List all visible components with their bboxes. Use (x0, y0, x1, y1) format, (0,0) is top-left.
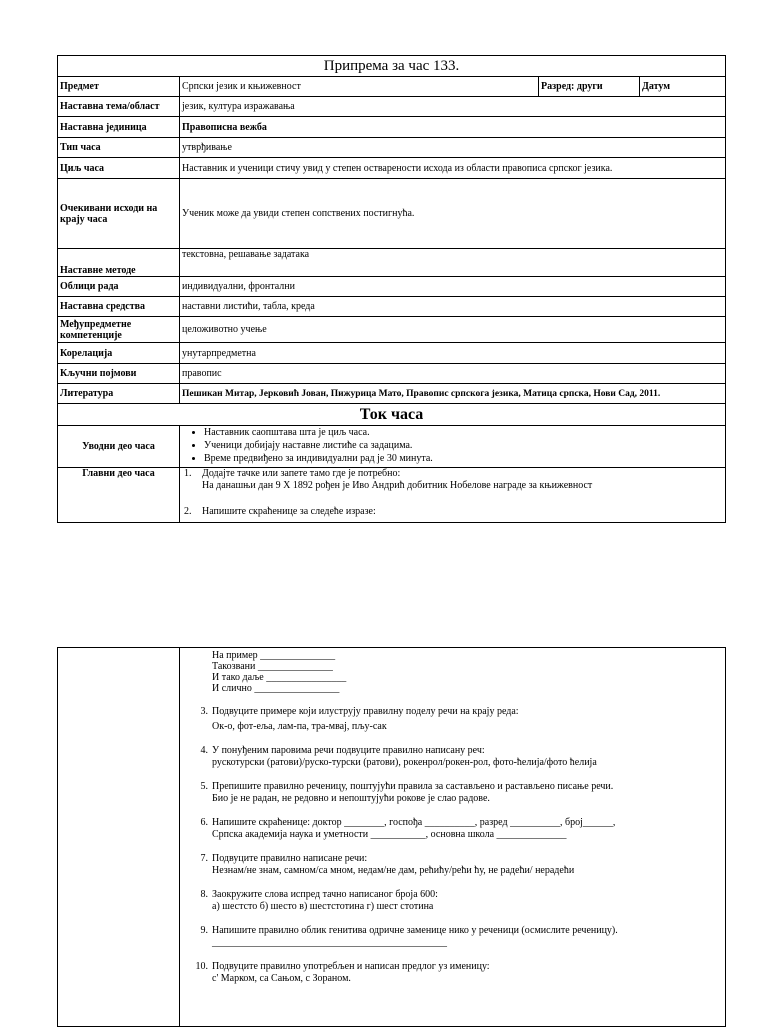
intro-item: • Време предвиђено за индивидуални рад је 30 минута. (204, 452, 723, 465)
row-value-competences: целоживотно учење (180, 317, 726, 343)
row-value-forms: индивидуални, фронтални (180, 277, 726, 297)
row-value-methods: текстовна, решавање задатака (180, 249, 726, 277)
question-answer: Ок-о, фот-еља, лам-па, тра-мвај, пљу-сак (212, 721, 387, 732)
row-label-forms: Облици рада (58, 277, 180, 297)
question-7 (186, 853, 721, 877)
question-8 (186, 889, 721, 913)
blank-line: Такозвани _______________ (212, 661, 333, 672)
question-number: 6. (200, 817, 208, 828)
row-label-outcomes: Очекивани исходи на крају часа (58, 179, 180, 249)
row-label-competences: Међупредметне компетенције (58, 317, 180, 343)
task-number: 1. (184, 468, 192, 479)
task-text: Додајте тачке или запете тамо где је потребно: (202, 468, 401, 479)
task-number: 2. (184, 506, 192, 517)
question-text: Напишите скраћенице: доктор ________, госпођа __________, разред __________, број______, (212, 817, 616, 828)
question-number: 7. (200, 853, 208, 864)
continuation-label-cell (58, 648, 180, 1027)
row-label-correlation: Корелација (58, 343, 180, 364)
question-3 (186, 706, 721, 733)
row-label-resources: Наставна средства (58, 297, 180, 317)
question-4 (186, 745, 721, 769)
question-number: 10. (195, 961, 208, 972)
question-text: Препишите правилно реченицу, поштујући правила за састављено и растављено писање речи. (212, 781, 614, 792)
date-label: Датум (640, 77, 726, 97)
task-text: Напишите скраћенице за следеће изразе: (202, 506, 376, 517)
row-label-methods: Наставне методе (58, 249, 180, 277)
row-value-outcomes: Ученик може да увиди степен сопствених постигнућа. (180, 179, 726, 249)
row-value-literature: Пешикан Митар, Јерковић Јован, Пижурица Мато, Правопис српскога језика, Матица српска, Нови Сад, 2011. (180, 384, 726, 404)
row-value-subject: Српски језик и књижевност (180, 77, 539, 97)
task-item (182, 506, 723, 518)
lesson-plan-continuation-table (57, 647, 726, 1027)
task-item (182, 468, 723, 492)
question-number: 4. (200, 745, 208, 756)
question-number: 3. (200, 706, 208, 717)
question-answer: _______________________________________________ (212, 937, 447, 948)
row-label-goal: Циљ часа (58, 158, 180, 179)
task-sub: На данашњи дан 9 X 1892 рођен је Иво Андрић добитник Нобелове награде за књижевност (202, 480, 593, 491)
continuation-content (180, 648, 726, 1027)
question-answer: Српска академија наука и уметности ___________, основна школа ______________ (212, 829, 567, 840)
question-text: Подвуците правилно употребљен и написан предлог уз именицу: (212, 961, 490, 972)
lesson-title: Припрема за час 133. (58, 56, 726, 77)
question-text: У понуђеним паровима речи подвуците правилно написану реч: (212, 745, 485, 756)
question-answer: Незнам/не знам, самном/са мном, недам/не дам, рећићу/рећи ћу, не радећи/ нерадећи (212, 865, 575, 876)
intro-item: • Ученици добијају наставне листиће са задацима. (204, 439, 723, 452)
blank-line: И слично _________________ (212, 683, 340, 694)
question-9 (186, 925, 721, 949)
section-title: Ток часа (58, 404, 726, 426)
intro-item: • Наставник саопштава шта је циљ часа. (204, 426, 723, 439)
question-text: Заокружите слова испред тачно написаног броја 600: (212, 889, 438, 900)
row-label-subject: Предмет (58, 77, 180, 97)
row-label-type: Тип часа (58, 138, 180, 158)
question-number: 8. (200, 889, 208, 900)
main-label: Главни део часа (58, 468, 180, 523)
blank-line: И тако даље ________________ (212, 672, 347, 683)
row-value-goal: Наставник и ученици стичу увид у степен остварености исхода из области правописа српског језика. (180, 158, 726, 179)
question-5 (186, 781, 721, 805)
intro-label: Уводни део часа (58, 426, 180, 468)
row-value-topic: језик, култура изражавања (180, 97, 726, 117)
question-text: Подвуците примере који илуструју правилну поделу речи на крају реда: (212, 706, 519, 717)
row-value-resources: наставни листићи, табла, креда (180, 297, 726, 317)
row-value-type: утврђивање (180, 138, 726, 158)
question-text: Подвуците правилно написане речи: (212, 853, 368, 864)
question-number: 9. (200, 925, 208, 936)
question-number: 5. (200, 781, 208, 792)
main-content (180, 468, 726, 523)
question-answer: а) шестсто б) шесто в) шестстотина г) шест стотина (212, 901, 434, 912)
question-answer: рускотурски (ратови)/руско-турски (ратови), рокенрол/рокен-рол, фото-ћелија/фото ћелија (212, 757, 597, 768)
lesson-plan-table (57, 55, 726, 523)
blank-line: На пример _______________ (212, 650, 336, 661)
intro-content (180, 426, 726, 468)
question-answer: с' Марком, са Сањом, с Зораном. (212, 973, 351, 984)
question-10 (186, 961, 721, 985)
row-label-key-terms: Кључни појмови (58, 364, 180, 384)
row-value-key-terms: правопис (180, 364, 726, 384)
row-label-topic: Наставна тема/област (58, 97, 180, 117)
grade-label: Разред: други (539, 77, 640, 97)
question-6 (186, 817, 721, 841)
row-label-literature: Литература (58, 384, 180, 404)
row-label-unit: Наставна јединица (58, 117, 180, 138)
row-value-correlation: унутарпредметна (180, 343, 726, 364)
question-answer: Био је не радан, не редовно и непоштујући рокове је слао радове. (212, 793, 490, 804)
question-text: Напишите правилно облик генитива одричне заменице нико у реченици (осмислите реченицу). (212, 925, 618, 936)
row-value-unit: Правописна вежба (180, 117, 726, 138)
